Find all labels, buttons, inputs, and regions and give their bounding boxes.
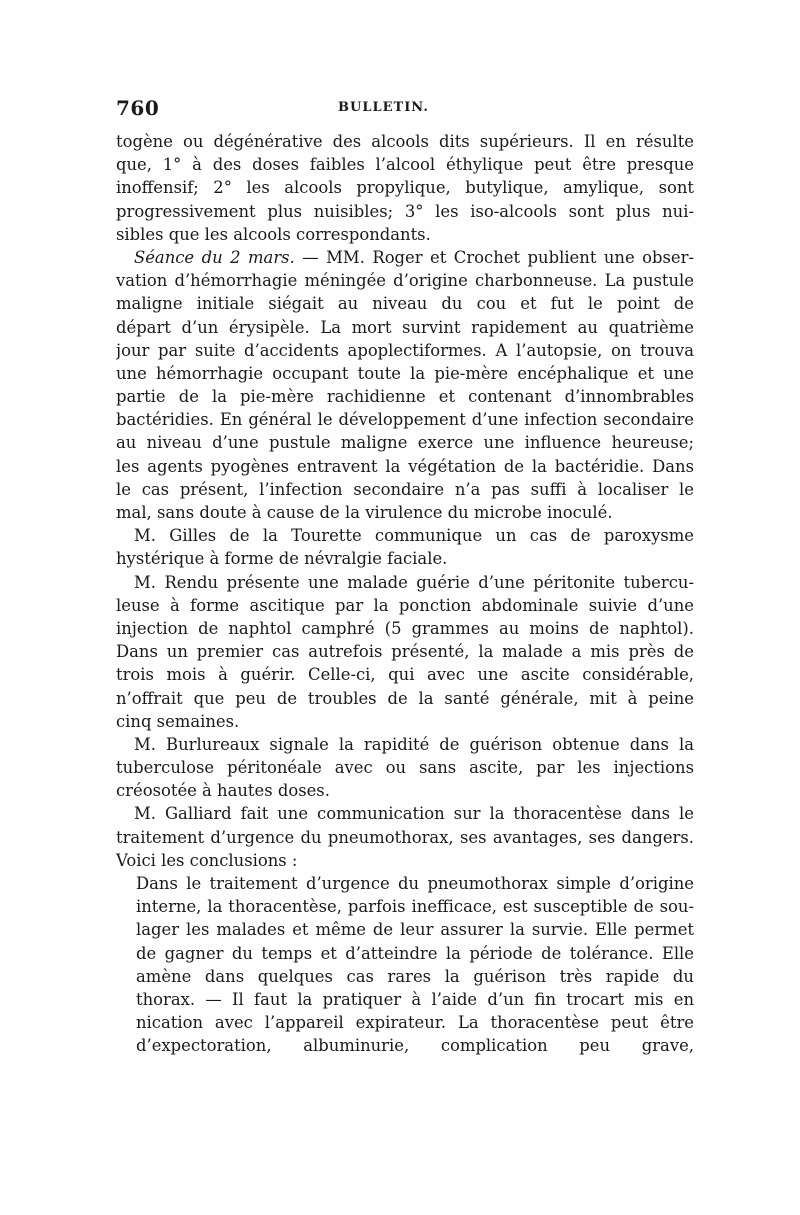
text-line-seance bbox=[116, 246, 694, 269]
text-line: hystérique à forme de névralgie faciale. bbox=[116, 549, 448, 569]
text-line: togène ou dégénérative des alcools dits supérieurs. Il en résulte bbox=[116, 132, 694, 151]
seance-label: Séance du 2 mars. — bbox=[134, 247, 319, 267]
running-title: BULLETIN. bbox=[338, 100, 429, 115]
text-line: trois mois à guérir. Celle-ci, qui avec une ascite considérable, bbox=[116, 665, 694, 685]
text-line: créosotée à hautes doses. bbox=[116, 781, 330, 801]
text-line: amène dans quelques cas rares la guérison très rapide du bbox=[136, 966, 694, 986]
text-line: M. Gilles de la Tourette communique un cas de paroxysme bbox=[134, 526, 694, 546]
text-line: Voici les conclusions : bbox=[116, 850, 298, 870]
text-line: M. Burlureaux signale la rapidité de guérison obtenue dans la bbox=[134, 734, 694, 754]
text-line: interne, la thoracentèse, parfois inefficace, est susceptible de sou- bbox=[136, 897, 694, 917]
seance-text: MM. Roger et Crochet publient une obser- bbox=[326, 247, 694, 267]
text-line: thorax. — Il faut la pratiquer à l’aide d’un fin trocart mis en bbox=[136, 989, 694, 1009]
text-line: maligne initiale siégait au niveau du cou et fut le point de bbox=[116, 294, 694, 314]
text-line: lager les malades et même de leur assurer la survie. Elle permet bbox=[136, 920, 694, 940]
text-line: bactéridies. En général le développement d’une infection secondaire bbox=[116, 410, 694, 430]
text-line: les agents pyogènes entravent la végétation de la bactéridie. Dans bbox=[116, 456, 694, 476]
page-header bbox=[116, 96, 694, 124]
text-line: que, 1° à des doses faibles l’alcool éthylique peut être presque bbox=[116, 155, 694, 175]
text-line: une hémorrhagie occupant toute la pie-mère encéphalique et une bbox=[116, 363, 694, 383]
text-line: Dans le traitement d’urgence du pneumothorax simple d’origine bbox=[136, 874, 694, 893]
text-line: partie de la pie-mère rachidienne et contenant d’innombrables bbox=[116, 387, 694, 407]
text-line: Dans un premier cas autrefois présenté, la malade a mis près de bbox=[116, 642, 694, 662]
text-line: n’offrait que peu de troubles de la santé générale, mit à peine bbox=[116, 688, 694, 708]
text-line: le cas présent, l’infection secondaire n’a pas suffi à localiser le bbox=[116, 479, 694, 499]
text-line: inoffensif; 2° les alcools propylique, butylique, amylique, sont bbox=[116, 178, 694, 198]
text-line: injection de naphtol camphré (5 grammes au moins de naphtol). bbox=[116, 618, 694, 638]
text-line: de gagner du temps et d’atteindre la période de tolérance. Elle bbox=[136, 943, 694, 963]
text-line: M. Galliard fait une communication sur la thoracentèse dans le bbox=[134, 804, 694, 824]
text-line: mal, sans doute à cause de la virulence du microbe inoculé. bbox=[116, 503, 613, 522]
text-line: traitement d’urgence du pneumothorax, ses avantages, ses dangers. bbox=[116, 827, 694, 847]
text-line: leuse à forme ascitique par la ponction abdominale suivie d’une bbox=[116, 595, 694, 615]
text-line: nication avec l’appareil expirateur. La thoracentèse peut être bbox=[136, 1013, 694, 1033]
text-line: au niveau d’une pustule maligne exerce une influence heureuse; bbox=[116, 433, 694, 453]
text-line: départ d’un érysipèle. La mort survint rapidement au quatrième bbox=[116, 317, 694, 337]
text-line: jour par suite d’accidents apoplectiformes. A l’autopsie, on trouva bbox=[116, 340, 694, 360]
body-text bbox=[116, 130, 694, 1058]
text-line: sibles que les alcools correspondants. bbox=[116, 224, 431, 244]
text-line: progressivement plus nuisibles; 3° les iso-alcools sont plus nui- bbox=[116, 201, 694, 221]
text-line: M. Rendu présente une malade guérie d’une péritonite tubercu- bbox=[134, 572, 694, 592]
text-line: vation d’hémorrhagie méningée d’origine charbonneuse. La pustule bbox=[116, 271, 694, 291]
text-line: cinq semaines. bbox=[116, 711, 240, 731]
page-number: 760 bbox=[116, 96, 160, 120]
text-line: tuberculose péritonéale avec ou sans ascite, par les injections bbox=[116, 758, 694, 778]
text-line: d’expectoration, albuminurie, complication peu grave, bbox=[136, 1036, 694, 1056]
